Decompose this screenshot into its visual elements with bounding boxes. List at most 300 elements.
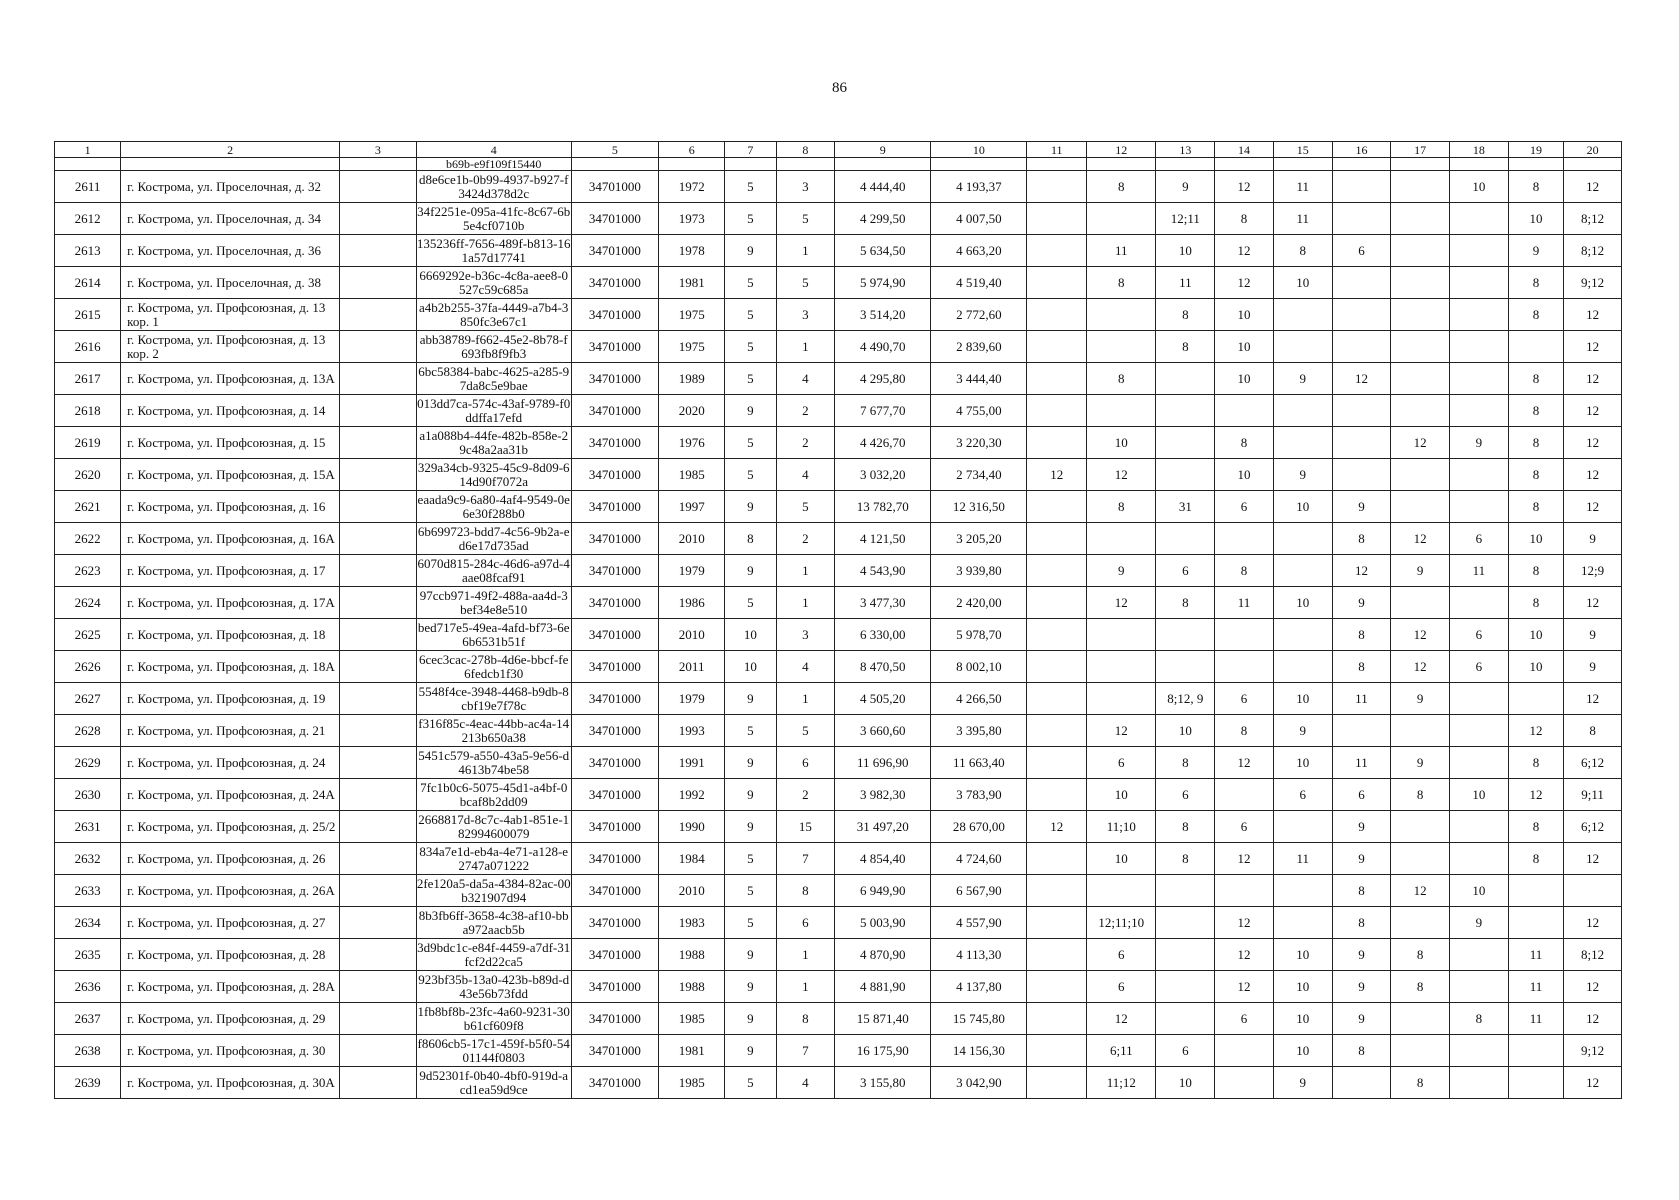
table-cell	[339, 491, 416, 523]
table-cell: 9;12	[1564, 1035, 1622, 1067]
table-cell	[339, 843, 416, 875]
table-cell	[339, 619, 416, 651]
table-cell: 12	[1215, 843, 1274, 875]
row-number: 2637	[55, 1003, 121, 1035]
guid-cell: 135236ff-7656-489f-b813-161a57d17741	[416, 235, 571, 265]
table-cell: 12	[1564, 331, 1622, 363]
table-cell	[339, 715, 416, 747]
table-cell: 11	[1273, 171, 1332, 203]
table-cell: 15 745,80	[931, 1003, 1027, 1035]
guid-cell: 2fe120a5-da5a-4384-82ac-00b321907d94	[416, 875, 571, 905]
table-cell	[1087, 203, 1156, 235]
table-cell: 9	[1508, 235, 1564, 267]
table-cell: 5 978,70	[931, 619, 1027, 651]
table-cell: 2020	[659, 395, 725, 427]
table-cell: 3 939,80	[931, 555, 1027, 587]
table-cell: 1992	[659, 779, 725, 811]
continuation-row	[55, 158, 1622, 171]
table-cell	[1087, 651, 1156, 683]
table-cell	[1156, 523, 1215, 555]
table-cell: 2	[776, 427, 835, 459]
table-cell: 8	[776, 1003, 835, 1035]
guid-cell: 834a7e1d-eb4a-4e71-a128-e2747a071222	[416, 843, 571, 875]
address-cell: г. Кострома, ул. Профсоюзная, д. 19	[121, 683, 340, 715]
table-cell: 34701000	[571, 651, 659, 683]
table-cell: 6 567,90	[931, 875, 1027, 907]
table-cell	[1391, 491, 1450, 523]
table-cell: 12	[1564, 907, 1622, 939]
table-cell	[1450, 1067, 1509, 1099]
continuation-cell	[835, 158, 931, 171]
row-number: 2623	[55, 555, 121, 587]
table-row	[55, 587, 1622, 619]
table-cell	[339, 395, 416, 427]
table-cell: 9	[725, 555, 776, 587]
guid-cell: d8e6ce1b-0b99-4937-b927-f3424d378d2c	[416, 171, 571, 203]
address-cell: г. Кострома, ул. Профсоюзная, д. 26А	[121, 875, 340, 907]
table-cell: 1984	[659, 843, 725, 875]
row-number: 2630	[55, 779, 121, 811]
address-cell: г. Кострома, ул. Профсоюзная, д. 25/2	[121, 811, 340, 843]
address-cell: г. Кострома, ул. Профсоюзная, д. 26	[121, 843, 340, 875]
table-cell: 8	[1391, 1067, 1450, 1099]
table-cell: 10	[725, 651, 776, 683]
table-cell: 11	[1273, 843, 1332, 875]
table-cell: 8	[1391, 939, 1450, 971]
table-cell: 11	[1332, 683, 1391, 715]
table-cell	[1215, 651, 1274, 683]
table-cell	[339, 523, 416, 555]
table-cell: 9	[1332, 491, 1391, 523]
guid-cell: 013dd7ca-574c-43af-9789-f0ddffa17efd	[417, 395, 571, 425]
row-number: 2626	[55, 651, 121, 683]
table-cell	[339, 299, 416, 331]
table-cell	[1391, 171, 1450, 203]
guid-cell: f8606cb5-17c1-459f-b5f0-5401144f0803	[417, 1035, 570, 1065]
table-cell: 12	[1087, 587, 1156, 619]
table-cell: 10	[1273, 747, 1332, 779]
table-cell: 6	[1156, 555, 1215, 587]
table-cell: 11;12	[1087, 1067, 1156, 1099]
table-cell: 14 156,30	[931, 1035, 1027, 1067]
table-cell: 15	[776, 811, 835, 843]
table-cell: 9	[1332, 811, 1391, 843]
table-cell: 12	[1027, 811, 1087, 843]
column-header-18: 18	[1450, 142, 1509, 158]
table-cell	[1450, 715, 1509, 747]
table-cell	[1273, 619, 1332, 651]
table-cell	[1156, 875, 1215, 907]
table-cell	[339, 459, 416, 491]
table-cell: 10	[1508, 523, 1564, 555]
table-cell: 6	[1215, 683, 1274, 715]
guid-cell: 97ccb971-49f2-488a-aa4d-3bef34e8e510	[416, 587, 571, 619]
table-cell: 1975	[659, 299, 725, 331]
table-cell: 6	[776, 907, 835, 939]
table-cell	[1215, 1067, 1274, 1099]
table-cell	[1391, 715, 1450, 747]
table-cell: 12	[1508, 779, 1564, 811]
table-cell	[1027, 267, 1087, 299]
table-cell: 28 670,00	[931, 811, 1027, 843]
column-header-8: 8	[776, 142, 835, 158]
table-cell: 6	[1087, 939, 1156, 971]
table-cell: 10	[1215, 459, 1274, 491]
table-cell: 1983	[659, 907, 725, 939]
table-cell: 9	[725, 491, 776, 523]
table-cell: 8 470,50	[835, 651, 931, 683]
continuation-cell	[776, 158, 835, 171]
table-cell: 9	[1332, 971, 1391, 1003]
table-cell: 12	[1332, 555, 1391, 587]
table-cell: 4 724,60	[931, 843, 1027, 875]
table-cell: 4 121,50	[835, 523, 931, 555]
table-row	[55, 1035, 1622, 1067]
table-cell	[1027, 491, 1087, 523]
table-cell: 2 420,00	[931, 587, 1027, 619]
table-cell: 1985	[659, 459, 725, 491]
continuation-cell	[339, 158, 416, 171]
table-cell: 2010	[659, 875, 725, 907]
address-cell: г. Кострома, ул. Профсоюзная, д. 15	[121, 427, 340, 459]
row-number: 2616	[55, 331, 121, 363]
column-header-10: 10	[931, 142, 1027, 158]
table-cell: 1979	[659, 555, 725, 587]
table-cell	[1156, 427, 1215, 459]
table-cell	[1450, 363, 1509, 395]
table-cell: 8	[1156, 299, 1215, 331]
table-cell: 8	[1391, 971, 1450, 1003]
table-cell: 7	[776, 843, 835, 875]
row-number: 2625	[55, 619, 121, 651]
table-cell: 12	[1564, 459, 1622, 491]
table-cell: 8	[1087, 491, 1156, 523]
table-cell	[1332, 715, 1391, 747]
table-cell: 9	[1273, 1067, 1332, 1099]
table-cell	[1450, 459, 1509, 491]
continuation-cell	[1450, 158, 1509, 171]
table-cell: 4 266,50	[931, 683, 1027, 715]
table-cell	[1027, 331, 1087, 363]
row-number: 2615	[55, 299, 121, 331]
continuation-cell	[1332, 158, 1391, 171]
table-cell: 4 113,30	[931, 939, 1027, 971]
table-cell	[1273, 427, 1332, 459]
table-cell: 12	[1215, 235, 1274, 267]
column-header-9: 9	[835, 142, 931, 158]
table-cell: 3 220,30	[931, 427, 1027, 459]
table-cell	[1273, 331, 1332, 363]
table-cell: 5 974,90	[835, 267, 931, 299]
table-cell: 10	[1087, 843, 1156, 875]
table-cell	[1391, 299, 1450, 331]
table-cell	[1332, 267, 1391, 299]
row-number: 2628	[55, 715, 121, 747]
table-cell: 12	[1087, 459, 1156, 491]
row-number: 2638	[55, 1035, 121, 1067]
table-cell: 3 032,20	[835, 459, 931, 491]
table-cell: 34701000	[571, 363, 659, 395]
table-cell	[1391, 203, 1450, 235]
address-cell: г. Кострома, ул. Профсоюзная, д. 30А	[121, 1067, 340, 1099]
table-cell: 34701000	[571, 747, 659, 779]
table-cell	[1391, 459, 1450, 491]
table-cell: 9	[1391, 555, 1450, 587]
table-cell: 11	[1332, 747, 1391, 779]
table-cell	[1027, 651, 1087, 683]
table-cell	[1027, 427, 1087, 459]
table-cell: 15 871,40	[835, 1003, 931, 1035]
table-cell: 34701000	[571, 1067, 659, 1099]
table-cell: 8	[1508, 843, 1564, 875]
table-row	[55, 971, 1622, 1003]
table-cell: 12	[1564, 363, 1622, 395]
table-cell	[339, 971, 416, 1003]
table-cell: 9	[1332, 587, 1391, 619]
row-number: 2611	[55, 171, 121, 203]
table-cell: 6;12	[1564, 811, 1622, 843]
table-cell: 4 505,20	[835, 683, 931, 715]
table-cell: 8	[1156, 587, 1215, 619]
table-cell: 34701000	[571, 715, 659, 747]
guid-cell: 329a34cb-9325-45c9-8d09-614d90f7072a	[417, 459, 570, 489]
table-cell: 8;12	[1564, 939, 1622, 971]
table-cell	[1027, 363, 1087, 395]
guid-cell: 6cec3cac-278b-4d6e-bbcf-fe6fedcb1f30	[416, 651, 571, 683]
table-cell	[1332, 427, 1391, 459]
table-cell	[339, 363, 416, 395]
table-cell: 4 755,00	[931, 395, 1027, 427]
table-cell: 34701000	[571, 875, 659, 907]
table-cell: 34701000	[571, 843, 659, 875]
table-cell	[1027, 747, 1087, 779]
table-cell	[1027, 1035, 1087, 1067]
table-cell	[339, 1035, 416, 1067]
table-cell	[339, 203, 416, 235]
row-number: 2618	[55, 395, 121, 427]
table-cell: 3 982,30	[835, 779, 931, 811]
table-row	[55, 491, 1622, 523]
table-cell: 9	[1156, 171, 1215, 203]
row-number: 2612	[55, 203, 121, 235]
table-cell: 10	[1273, 1035, 1332, 1067]
address-cell: г. Кострома, ул. Профсоюзная, д. 17А	[121, 587, 340, 619]
table-cell: 34701000	[571, 1003, 659, 1035]
table-cell	[1391, 1003, 1450, 1035]
table-cell: 1993	[659, 715, 725, 747]
table-cell	[339, 1003, 416, 1035]
column-header-19: 19	[1508, 142, 1564, 158]
table-cell: 1975	[659, 331, 725, 363]
table-cell	[1027, 619, 1087, 651]
table-cell	[1215, 523, 1274, 555]
table-cell: 10	[1273, 683, 1332, 715]
table-cell: 1	[776, 683, 835, 715]
table-cell: 34701000	[571, 267, 659, 299]
table-cell: 11	[1273, 203, 1332, 235]
guid-cell: 6bc58384-babc-4625-a285-97da8c5e9bae	[418, 363, 570, 393]
continuation-cell	[121, 158, 340, 171]
table-cell: 4 426,70	[835, 427, 931, 459]
table-cell	[1450, 331, 1509, 363]
table-cell	[1450, 395, 1509, 427]
table-cell: 9	[1564, 651, 1622, 683]
table-cell: 8	[1215, 203, 1274, 235]
table-cell	[1273, 299, 1332, 331]
table-cell: 8	[1391, 779, 1450, 811]
table-cell: 12	[1564, 1067, 1622, 1099]
table-cell: 12	[1391, 875, 1450, 907]
table-cell	[1087, 395, 1156, 427]
table-row	[55, 779, 1622, 811]
table-cell: 12	[1391, 651, 1450, 683]
table-cell: 6	[1087, 971, 1156, 1003]
table-cell: 34701000	[571, 427, 659, 459]
table-cell: 11	[1156, 267, 1215, 299]
column-header-1: 1	[55, 142, 121, 158]
table-row	[55, 203, 1622, 235]
address-cell: г. Кострома, ул. Проселочная, д. 38	[121, 267, 340, 299]
table-cell	[1450, 203, 1509, 235]
table-cell: 10	[1450, 779, 1509, 811]
table-cell: 12	[1391, 619, 1450, 651]
table-cell: 10	[1273, 939, 1332, 971]
guid-cell: 9d52301f-0b40-4bf0-919d-acd1ea59d9ce	[416, 1067, 571, 1099]
table-cell	[1508, 1067, 1564, 1099]
table-cell: 10	[1215, 299, 1274, 331]
table-cell: 5	[725, 267, 776, 299]
table-row	[55, 651, 1622, 683]
table-cell: 10	[1156, 715, 1215, 747]
table-cell	[1273, 811, 1332, 843]
table-cell	[1391, 907, 1450, 939]
row-number: 2627	[55, 683, 121, 715]
table-cell: 8	[1508, 459, 1564, 491]
address-cell: г. Кострома, ул. Профсоюзная, д. 18	[121, 619, 340, 651]
table-row	[55, 619, 1622, 651]
address-cell: г. Кострома, ул. Проселочная, д. 36	[121, 235, 340, 267]
table-cell	[1027, 715, 1087, 747]
table-cell: 6;12	[1564, 747, 1622, 779]
table-cell: 1997	[659, 491, 725, 523]
continuation-cell	[1391, 158, 1450, 171]
table-cell: 1	[776, 555, 835, 587]
table-cell: 12 316,50	[931, 491, 1027, 523]
table-cell: 8	[1508, 171, 1564, 203]
address-cell: г. Кострома, ул. Проселочная, д. 34	[121, 203, 340, 235]
row-number: 2636	[55, 971, 121, 1003]
table-cell: 12	[1215, 971, 1274, 1003]
table-cell	[1027, 171, 1087, 203]
table-row	[55, 363, 1622, 395]
table-cell: 34701000	[571, 203, 659, 235]
table-cell: 4 557,90	[931, 907, 1027, 939]
table-cell: 9;12	[1564, 267, 1622, 299]
table-cell: 8	[1508, 587, 1564, 619]
table-cell	[1391, 843, 1450, 875]
table-cell: 5	[725, 907, 776, 939]
guid-cell: 34f2251e-095a-41fc-8c67-6b5e4cf0710b	[417, 203, 571, 233]
table-cell: 4 881,90	[835, 971, 931, 1003]
table-cell	[1450, 235, 1509, 267]
table-cell: 12	[1215, 747, 1274, 779]
table-cell: 5	[725, 331, 776, 363]
table-cell: 5	[725, 299, 776, 331]
table-cell: 10	[1087, 427, 1156, 459]
table-cell: 1	[776, 331, 835, 363]
table-cell: 3 477,30	[835, 587, 931, 619]
table-cell: 8	[1156, 811, 1215, 843]
address-cell: г. Кострома, ул. Проселочная, д. 32	[121, 171, 340, 203]
table-cell: 6	[1332, 235, 1391, 267]
table-cell: 4 007,50	[931, 203, 1027, 235]
table-cell	[1156, 459, 1215, 491]
row-number: 2634	[55, 907, 121, 939]
table-cell	[1564, 875, 1622, 907]
row-number: 2617	[55, 363, 121, 395]
table-cell: 4	[776, 1067, 835, 1099]
table-cell	[339, 555, 416, 587]
table-cell: 12	[1564, 587, 1622, 619]
column-header-17: 17	[1391, 142, 1450, 158]
table-cell: 10	[1273, 491, 1332, 523]
table-cell: 13 782,70	[835, 491, 931, 523]
table-cell: 12	[1391, 523, 1450, 555]
table-cell: 1985	[659, 1003, 725, 1035]
table-cell: 11	[1087, 235, 1156, 267]
table-cell: 34701000	[571, 459, 659, 491]
guid-cell: 5548f4ce-3948-4468-b9db-8cbf19e7f78c	[416, 683, 571, 715]
table-cell	[1215, 395, 1274, 427]
table-cell: 1990	[659, 811, 725, 843]
table-cell: 5	[725, 843, 776, 875]
table-cell	[1391, 587, 1450, 619]
column-number-header	[55, 142, 1622, 158]
address-cell: г. Кострома, ул. Профсоюзная, д. 16	[121, 491, 340, 523]
table-cell: 1979	[659, 683, 725, 715]
table-cell	[1450, 939, 1509, 971]
row-number: 2621	[55, 491, 121, 523]
column-header-6: 6	[659, 142, 725, 158]
table-cell: 12	[1564, 683, 1622, 715]
table-cell	[339, 779, 416, 811]
table-cell: 12	[1215, 171, 1274, 203]
table-cell: 12	[1332, 363, 1391, 395]
table-cell	[1391, 267, 1450, 299]
table-cell: 34701000	[571, 299, 659, 331]
table-cell	[1027, 1003, 1087, 1035]
table-cell	[339, 747, 416, 779]
table-cell: 10	[1156, 235, 1215, 267]
table-cell: 6	[1215, 1003, 1274, 1035]
table-cell: 5	[776, 203, 835, 235]
row-number: 2632	[55, 843, 121, 875]
table-cell: 12	[1391, 427, 1450, 459]
table-cell	[1508, 875, 1564, 907]
table-cell	[1450, 811, 1509, 843]
continuation-cell	[931, 158, 1027, 171]
table-row	[55, 811, 1622, 843]
continuation-cell	[1087, 158, 1156, 171]
table-cell: 6	[1450, 651, 1509, 683]
continuation-cell	[1273, 158, 1332, 171]
table-cell: 8	[1215, 715, 1274, 747]
table-cell: 8	[1508, 395, 1564, 427]
table-row	[55, 235, 1622, 267]
table-cell: 8	[1215, 427, 1274, 459]
table-cell	[1027, 1067, 1087, 1099]
table-cell: 9	[725, 747, 776, 779]
